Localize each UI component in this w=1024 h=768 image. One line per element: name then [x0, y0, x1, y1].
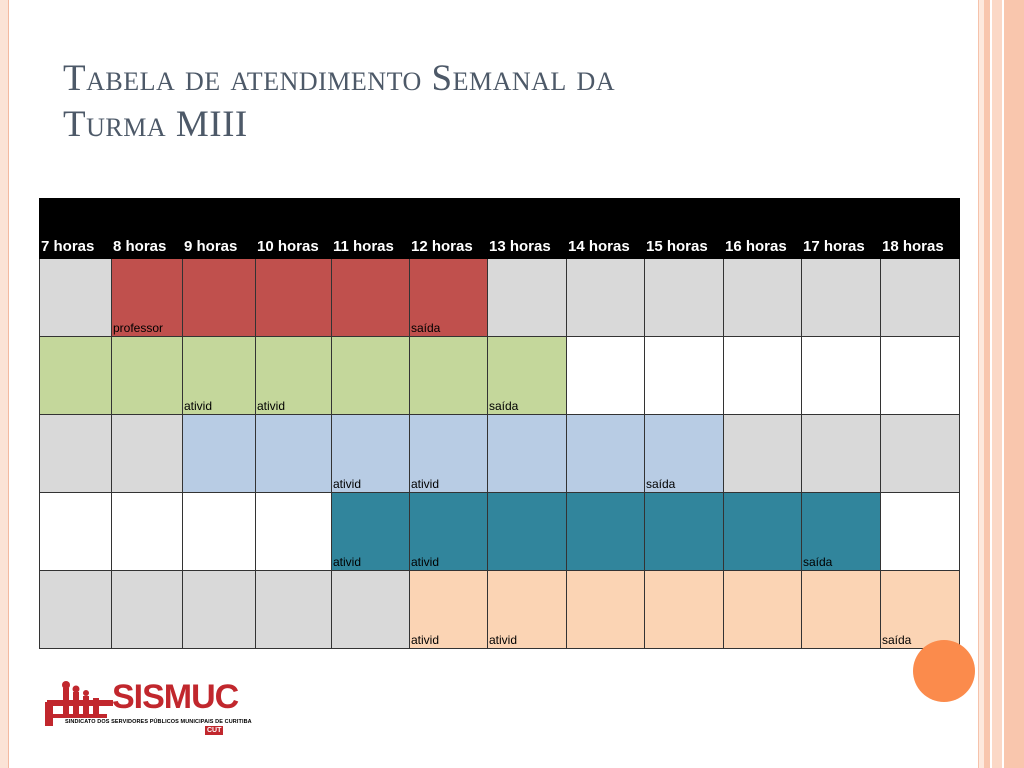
header-cell: 10 horas: [256, 199, 332, 259]
sismuc-logo: [45, 678, 252, 736]
table-cell: ativid: [332, 493, 410, 571]
table-cell: saída: [881, 571, 960, 649]
table-cell: saída: [802, 493, 881, 571]
table-cell: [802, 259, 881, 337]
logo-badge: CUT: [207, 727, 222, 734]
table-cell: [40, 259, 112, 337]
table-cell: [724, 493, 802, 571]
table-row: [40, 415, 960, 493]
table-cell: [40, 493, 112, 571]
table-cell: [183, 493, 256, 571]
table-cell: [183, 571, 256, 649]
table-row: [40, 571, 960, 649]
table-cell: [183, 415, 256, 493]
table-cell: [802, 337, 881, 415]
table-cell: [488, 415, 567, 493]
header-cell: 18 horas: [881, 199, 960, 259]
table-cell: [112, 415, 183, 493]
table-cell: [881, 493, 960, 571]
table-cell: [112, 337, 183, 415]
schedule-table: [39, 198, 960, 649]
table-cell: [332, 571, 410, 649]
table-cell: saída: [645, 415, 724, 493]
table-cell: ativid: [332, 415, 410, 493]
table-cell: ativid: [410, 571, 488, 649]
table-cell: [724, 259, 802, 337]
table-cell: ativid: [488, 571, 567, 649]
logo-name: SISMUC: [112, 678, 239, 716]
table-cell: [567, 415, 645, 493]
table-row: [40, 493, 960, 571]
slide-title: [63, 56, 923, 148]
header-cell: 15 horas: [645, 199, 724, 259]
table-cell: saída: [410, 259, 488, 337]
table-cell: [567, 259, 645, 337]
table-row: [40, 337, 960, 415]
header-cell: 14 horas: [567, 199, 645, 259]
table-cell: [256, 571, 332, 649]
table-row: [40, 259, 960, 337]
table-cell: [645, 493, 724, 571]
table-cell: [645, 259, 724, 337]
header-cell: 7 horas: [40, 199, 112, 259]
header-cell: 16 horas: [724, 199, 802, 259]
table-cell: [256, 415, 332, 493]
table-cell: [724, 337, 802, 415]
table-cell: [488, 259, 567, 337]
table-cell: [256, 493, 332, 571]
header-cell: 12 horas: [410, 199, 488, 259]
table-cell: [645, 571, 724, 649]
header-cell: 9 horas: [183, 199, 256, 259]
table-cell: [881, 259, 960, 337]
table-cell: [332, 337, 410, 415]
table-cell: [183, 259, 256, 337]
table-cell: [256, 259, 332, 337]
table-cell: [410, 337, 488, 415]
table-cell: [40, 337, 112, 415]
slide-title-line-1: Tabela de atendimento Semanal da: [63, 58, 616, 99]
table-cell: [488, 493, 567, 571]
right-stripe-decoration: [978, 0, 1024, 768]
table-cell: [112, 571, 183, 649]
orange-circle-decoration: [913, 640, 975, 702]
table-cell: ativid: [256, 337, 332, 415]
table-cell: [881, 415, 960, 493]
table-cell: ativid: [183, 337, 256, 415]
table-cell: [112, 493, 183, 571]
header-cell: 17 horas: [802, 199, 881, 259]
header-cell: 13 horas: [488, 199, 567, 259]
table-cell: [40, 415, 112, 493]
table-cell: [567, 337, 645, 415]
left-border-decoration: [0, 0, 9, 768]
table-cell: [567, 493, 645, 571]
table-cell: [881, 337, 960, 415]
table-cell: professor: [112, 259, 183, 337]
table-cell: [724, 415, 802, 493]
logo-subtitle: SINDICATO DOS SERVIDORES PÚBLICOS MUNICIPAIS DE CURITIBA: [65, 719, 252, 725]
table-cell: saída: [488, 337, 567, 415]
table-cell: [40, 571, 112, 649]
table-cell: ativid: [410, 415, 488, 493]
header-cell: 11 horas: [332, 199, 410, 259]
table-cell: ativid: [410, 493, 488, 571]
header-cell: 8 horas: [112, 199, 183, 259]
table-cell: [724, 571, 802, 649]
table-cell: [802, 415, 881, 493]
slide-title-line-2: Turma MIII: [63, 104, 248, 145]
table-cell: [645, 337, 724, 415]
header-row: [40, 199, 960, 259]
table-cell: [802, 571, 881, 649]
table-cell: [567, 571, 645, 649]
table-cell: [332, 259, 410, 337]
